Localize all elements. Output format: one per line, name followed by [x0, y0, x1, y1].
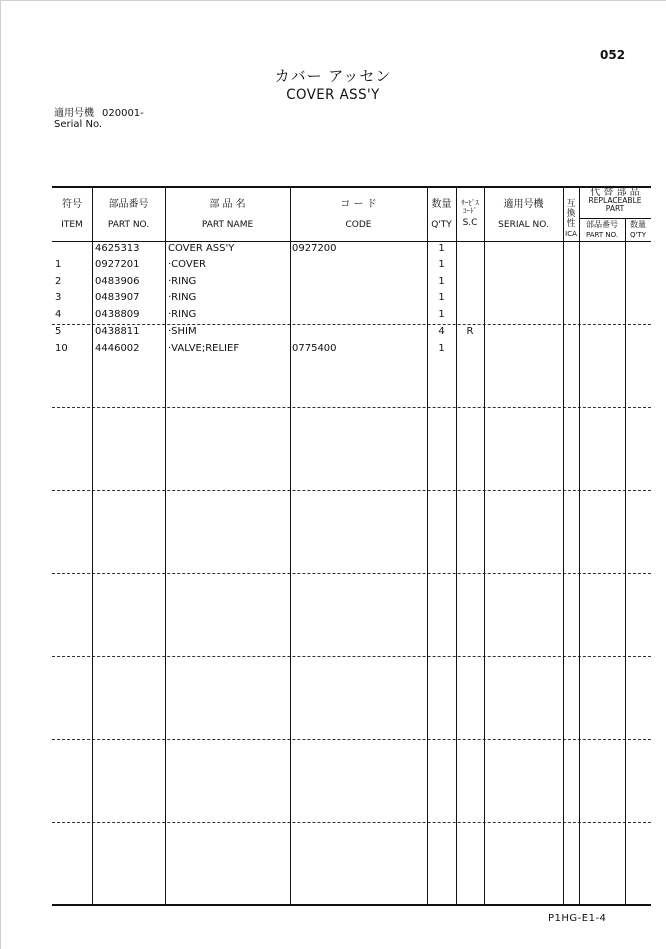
replaceable-sub-rule [579, 218, 651, 219]
header-ica: 互換性 ICA [565, 199, 577, 238]
cell-part-no: 0483906 [95, 276, 140, 287]
header-replaceable-qty: 数量 Q'TY [630, 220, 646, 239]
cell-qty: 1 [438, 259, 445, 270]
header-serial-no: 適用号機 SERIAL NO. [498, 199, 549, 230]
column-divider [456, 187, 457, 904]
table-top-rule [52, 186, 651, 188]
cell-qty: 1 [438, 309, 445, 320]
group-divider [52, 822, 651, 823]
cell-part-name: COVER ASS'Y [168, 243, 235, 254]
cell-item: 1 [55, 259, 62, 270]
serial-label-jp: 適用号機 [54, 108, 94, 119]
group-divider [52, 407, 651, 408]
cell-item: 4 [55, 309, 62, 320]
group-divider [52, 490, 651, 491]
document-code: P1HG-E1-4 [548, 913, 607, 924]
cell-part-name: ·RING [168, 276, 197, 287]
column-divider [290, 187, 291, 904]
table-bottom-rule [52, 904, 651, 906]
cell-qty: 1 [438, 292, 445, 303]
cell-qty: 1 [438, 276, 445, 287]
serial-number-block [54, 108, 152, 130]
cell-item: 10 [55, 343, 68, 354]
serial-value: 020001- [102, 108, 144, 119]
header-part-no: 部品番号 PART NO. [107, 199, 150, 230]
page-edge-left [0, 0, 1, 949]
column-divider [165, 187, 166, 904]
header-qty: 数量 Q'TY [431, 199, 452, 230]
page-number: 052 [600, 48, 626, 62]
column-divider [625, 218, 626, 904]
group-divider [52, 739, 651, 740]
cell-part-no: 0438809 [95, 309, 140, 320]
cell-item: 2 [55, 276, 62, 287]
cell-qty: 4 [438, 326, 445, 337]
header-bottom-rule [52, 241, 651, 242]
cell-qty: 1 [438, 243, 445, 254]
cell-part-name: ·COVER [168, 259, 206, 270]
group-divider [52, 573, 651, 574]
cell-part-name: ·SHIM [168, 326, 197, 337]
cell-part-no: 0483907 [95, 292, 140, 303]
header-part-name: 部 品 名 PART NAME [201, 199, 254, 230]
cell-part-name: ·VALVE;RELIEF [168, 343, 240, 354]
group-divider [52, 324, 651, 325]
cell-code: 0927200 [292, 243, 337, 254]
column-divider [563, 187, 564, 904]
column-divider [484, 187, 485, 904]
header-replaceable-part-no: 部品番号 PART NO. [585, 220, 619, 239]
group-divider [52, 656, 651, 657]
cell-qty: 1 [438, 343, 445, 354]
cell-part-name: ·RING [168, 292, 197, 303]
header-replaceable-part: 代 替 部 品 REPLACEABLE PART [588, 187, 642, 213]
column-divider [92, 187, 93, 904]
header-service-code: ｻｰﾋﾞｽ ｺｰﾄﾞ S.C [461, 199, 479, 228]
title-japanese: カバー アッセン [274, 67, 392, 85]
header-item: 符号 ITEM [61, 199, 83, 230]
cell-part-no: 0438811 [95, 326, 140, 337]
page-edge-top [0, 0, 666, 1]
cell-part-no: 4625313 [95, 243, 140, 254]
cell-item: 3 [55, 292, 62, 303]
cell-part-name: ·RING [168, 309, 197, 320]
cell-item: 5 [55, 326, 62, 337]
cell-code: 0775400 [292, 343, 337, 354]
cell-part-no: 4446002 [95, 343, 140, 354]
cell-service-code: R [466, 326, 474, 337]
column-divider [579, 187, 580, 904]
title-english: COVER ASS'Y [286, 87, 380, 103]
header-code: コ ー ド CODE [340, 199, 377, 230]
serial-label-en: Serial No. [54, 119, 103, 130]
cell-part-no: 0927201 [95, 259, 140, 270]
